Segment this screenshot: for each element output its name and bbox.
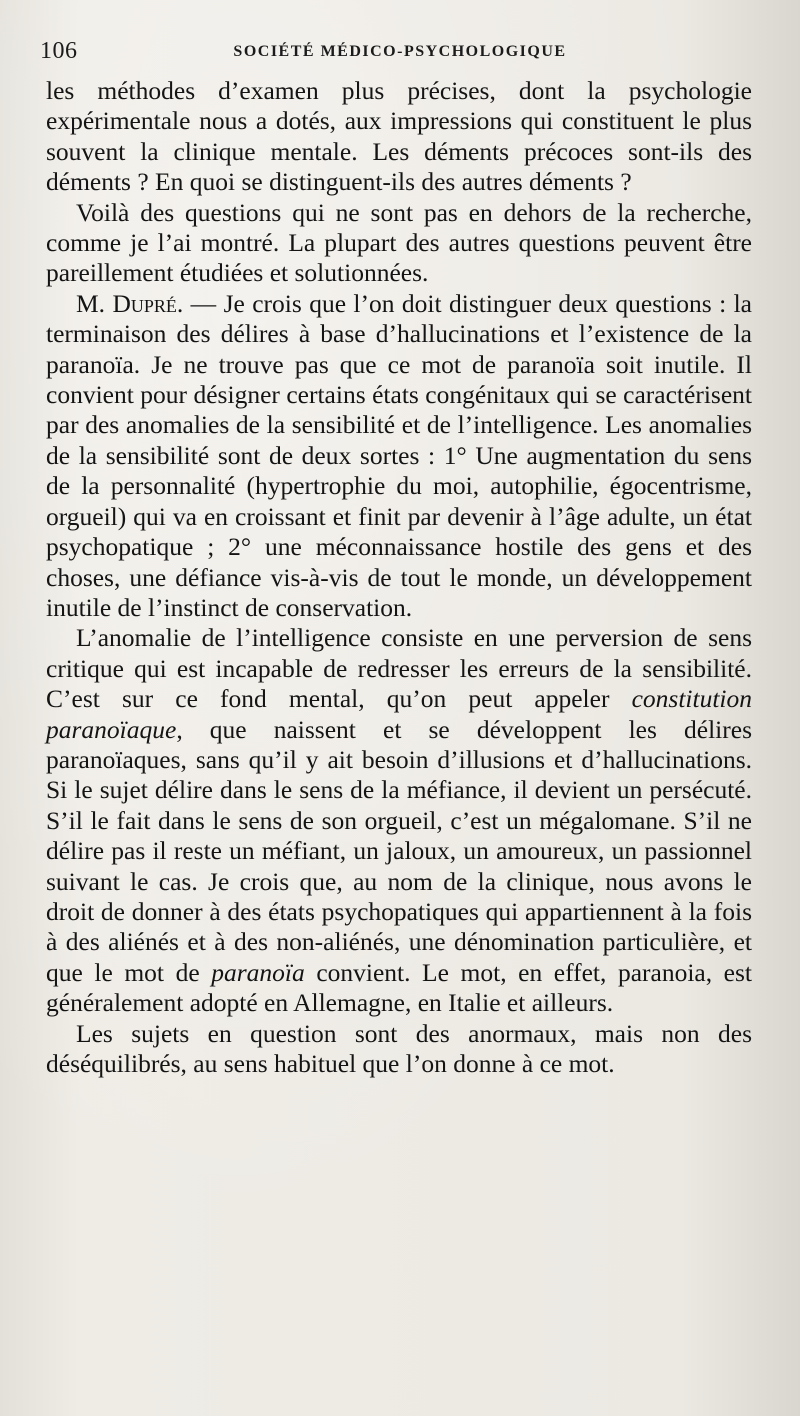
paragraph-dupre [46,289,752,623]
italic-term: constitution paranoïaque [46,684,752,744]
paragraph-intelligence [46,623,752,1018]
paragraph-questions: Voilà des questions qui ne sont pas en dehors de la recherche, comme je l’ai montré. La plupart des autres questions peuvent être pareillement étudiées et solutionnées. [46,197,752,288]
paragraph-continuation: les méthodes d’examen plus précises, dont la psychologie expérimentale nous a dotés, aux impressions qui constituent le plus souvent la clinique mentale. Les déments précoces sont-ils des déments ? En quoi se distinguent-ils des autres déments ? [46,76,752,197]
speaker-text: — Je crois que l’on doit distinguer deux questions : la terminaison des délires à base d’hallucinations et l’existence de la paranoïa. Je ne trouve pas que ce mot de paranoïa soit inutile. Il convient pour désigner certains états congénitaux qui se caractérisent par des anomalies de la sensibilité et de l’intelligence. Les anomalies de la sensibilité sont de deux sortes : 1° Une augmentation du sens de la personnalité (hypertrophie du moi, autophilie, égocentrisme, orgueil) qui va en croissant et finit par devenir à l’âge adulte, un état psychopatique ; 2° une méconnaissance hostile des gens et des choses, une défiance vis-à-vis de tout le monde, un développement inutile de l’instinct de conservation. [46,288,752,622]
speaker-name: M. Dupré. [76,288,184,318]
paragraph-subjects: Les sujets en question sont des anormaux, mais non des déséquilibrés, au sens habituel que l’on donne à ce mot. [46,1018,752,1078]
italic-term: paranoïa [211,957,305,987]
running-head: SOCIÉTÉ MÉDICO-PSYCHOLOGIQUE [233,43,567,60]
text-segment: , que naissent et se développent les délires paranoïaques, sans qu’il y ait besoin d’illusions et d’hallucinations. Si le sujet délire dans le sens de la méfiance, il devient un persécuté. S’il le fait dans le sens de son orgueil, c’est un mégalomane. S’il ne délire pas il reste un méfiant, un jaloux, un amoureux, un passionnel suivant le cas. Je crois que, au nom de la clinique, nous avons le droit de donner à des états psychopatiques qui appartiennent à la fois à des aliénés et à des non-aliénés, une dénomination particulière, et que le mot de [46,714,752,987]
body-text [46,76,752,1079]
page-number: 106 [40,38,78,64]
text-segment: convient. Le mot, en effet, paranoia, est généralement adopté en Allemagne, en Italie et ailleurs. [46,957,752,1018]
text-segment: L’anomalie de l’intelligence consiste en une perversion de sens critique qui est incapable de redresser les erreurs de la sensibilité. C’est sur ce fond mental, qu’on peut appeler [46,623,752,714]
page-header [40,38,760,68]
